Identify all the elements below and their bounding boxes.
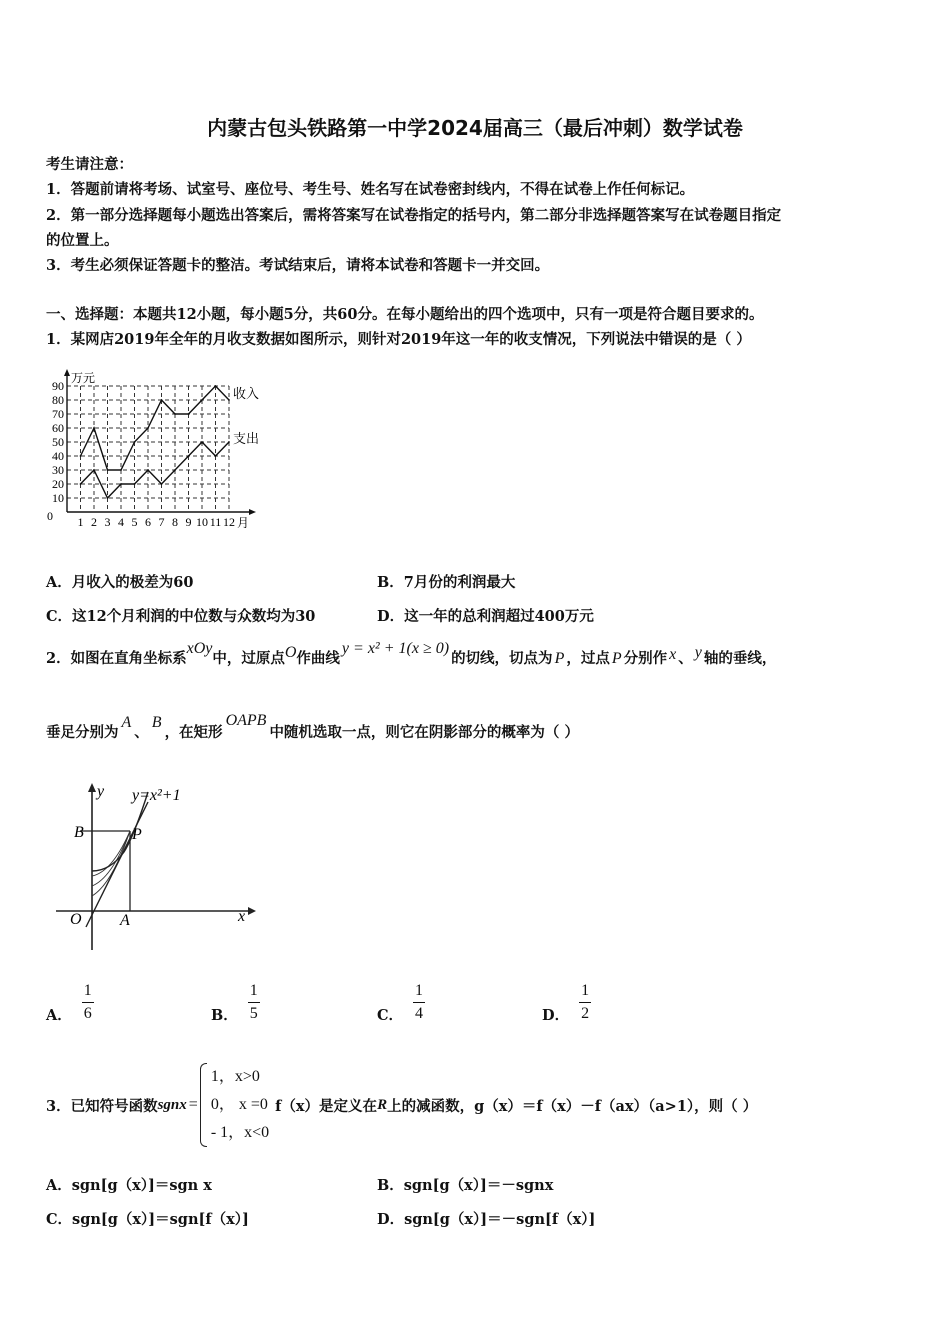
q3-brace [200,1063,207,1147]
q2-option-b-label: B． [211,1007,238,1024]
series-point [107,469,109,471]
q3-stem [46,1062,757,1148]
q2-text-g: 、 [678,650,693,667]
q2-option-c-num: 1 [413,982,425,1003]
q1-option-b[interactable]: B．7月份的利润最大 [377,574,516,591]
q2-point-p2: P [611,650,622,667]
x-tick-label: 6 [145,515,151,529]
x-tick-label: 12 [223,515,235,529]
income-expense-chart [40,362,300,552]
series-point [174,469,176,471]
q1-stem: 1．某网店2019年全年的月收支数据如图所示，则针对2019年这一年的收支情况，下列说法中错误的是（ ） [46,331,751,348]
x-axis-arrow [248,907,256,915]
q2-option-a-den: 6 [83,1005,92,1022]
page-title: 内蒙古包头铁路第一中学2024届高三（最后冲刺）数学试卷 [207,116,743,140]
q3-text-g: g（x）＝f（x）－f（ax）（a>1），则（ ） [474,1097,758,1115]
chart-y-arrow [64,369,70,376]
notice-item-1: 1．答题前请将考场、试室号、座位号、考生号、姓名写在试卷密封线内，不得在试卷上作任何标记。 [46,181,695,198]
q2-text-d: 的切线，切点为 [451,650,553,667]
notice-item-2: 2．第一部分选择题每小题选出答案后，需将答案写在试卷指定的括号内，第二部分非选择题答案写在试卷题目指定 [46,207,782,224]
label-y: y [97,783,105,800]
x-tick-label: 8 [172,515,178,529]
series-point [147,469,149,471]
y-tick-label: 90 [52,379,64,393]
y-tick-label: 40 [52,449,64,463]
series-point [215,385,217,387]
y-tick-label: 60 [52,421,64,435]
series-point [120,483,122,485]
q3-text-c: 上的减函数， [387,1097,475,1115]
notice-item-3: 3．考生必须保证答题卡的整洁。考试结束后，请将本试卷和答题卡一并交回。 [46,257,550,274]
series-point [147,427,149,429]
q2-option-d-den: 2 [581,1005,590,1022]
series-label: 支出 [233,431,260,446]
chart-grid [67,386,229,512]
q1-option-c[interactable]: C．这12个月利润的中位数与众数均为30 [46,608,316,625]
series-point [80,483,82,485]
y-tick-label: 50 [52,435,64,449]
q2-option-a-label: A． [46,1007,72,1024]
q2-rectangle: OAPB [225,712,267,729]
x-tick-label: 4 [118,515,124,529]
q2-foot-a: A [121,714,132,731]
q3-case-3: - 1，x<0 [210,1124,270,1141]
series-point [134,441,136,443]
x-tick-label: 5 [131,515,138,529]
label-x: x [238,908,246,925]
y-tick-label: 70 [52,407,64,421]
q3-text-b: f（x）是定义在 [275,1097,378,1115]
q2-option-b[interactable] [211,980,260,1025]
x-axis-unit: 月 [237,516,250,530]
q2-option-b-num: 1 [248,982,260,1003]
q2-option-b-fraction [248,982,260,1023]
q3-case-2: 0， x =0 [210,1096,268,1113]
notice-item-2-cont: 的位置上。 [46,232,119,249]
q2-text-b: 中，过原点 [212,650,285,667]
q2-text-c: 作曲线 [296,650,340,667]
q2-text-j: 、 [134,724,149,741]
x-tick-label: 1 [77,515,84,529]
series-point [107,497,109,499]
q2-text-f: 分别作 [623,650,668,667]
x-tick-label: 2 [91,515,97,529]
label-o: O [70,911,82,928]
q2-option-c[interactable] [377,980,425,1025]
series-point [228,399,230,401]
q3-option-a[interactable]: A．sgn[g（x）]＝sgn x [46,1177,212,1194]
tangent-line [86,802,148,927]
y-tick-label: 20 [52,477,64,491]
y-tick-label: 0 [47,509,53,523]
q2-text-a: 2．如图在直角坐标系 [46,650,187,667]
x-tick-label: 10 [196,515,208,529]
series-point [93,427,95,429]
q3-option-d[interactable]: D．sgn[g（x）]＝－sgn[f（x）] [377,1211,596,1228]
series-label: 收入 [233,386,260,401]
q2-option-b-den: 5 [249,1005,258,1022]
y-axis-unit: 万元 [71,371,96,385]
q2-option-a[interactable] [46,980,94,1025]
q2-foot-b: B [151,714,162,731]
series-point [188,455,190,457]
y-tick-label: 30 [52,463,64,477]
q1-option-a[interactable]: A．月收入的极差为60 [46,574,194,591]
q2-axis-y: y [694,644,702,661]
q2-text-k: ，在矩形 [164,724,223,741]
q3-case-1: 1，x>0 [210,1068,260,1085]
x-tick-label: 9 [185,515,192,529]
label-p: P [132,826,142,843]
notice-heading: 考生请注意： [46,156,133,173]
q2-option-a-fraction [82,982,94,1023]
q2-point-p: P [554,650,565,667]
series-point [161,399,163,401]
q2-option-d-fraction [579,982,591,1023]
q3-piecewise [200,1063,269,1147]
q1-option-d[interactable]: D．这一年的总利润超过400万元 [377,608,594,625]
series-point [120,469,122,471]
series-point [174,413,176,415]
y-tick-label: 10 [52,491,64,505]
series-point [93,469,95,471]
q3-set-r: R [377,1096,388,1113]
series-point [201,441,203,443]
q3-option-c[interactable]: C．sgn[g（x）]＝sgn[f（x）] [46,1211,249,1228]
section-heading: 一、选择题：本题共12小题，每小题5分，共60分。在每小题给出的四个选项中，只有一项是符合题目要求的。 [46,306,764,323]
q2-text-e: ，过点 [566,650,610,667]
q2-option-d-num: 1 [579,982,591,1003]
y-axis-arrow [88,783,96,792]
tangent-figure [52,778,262,953]
q2-xoy: xOy [186,640,213,657]
x-tick-label: 3 [104,515,111,529]
series-point [80,455,82,457]
q2-axis-x: x [669,646,677,663]
label-a: A [120,912,130,929]
series-point [215,455,217,457]
series-point [201,399,203,401]
q3-cases [211,1063,269,1147]
q2-option-c-label: C． [377,1007,404,1024]
x-tick-label: 7 [158,515,165,529]
q2-text-l: 中随机选取一点，则它在阴影部分的概率为（ ） [269,724,579,741]
q2-option-d-label: D． [542,1007,570,1024]
curve-label: y=x²+1 [132,787,181,804]
x-tick-label: 11 [209,515,222,529]
q2-text-i: 垂足分别为 [46,724,119,741]
y-tick-label: 80 [52,393,64,407]
q2-text-h: 轴的垂线， [703,650,777,667]
shaded-region [92,831,130,896]
chart-x-arrow [249,509,256,515]
series-point [134,483,136,485]
q3-equals: = [188,1096,198,1113]
series-point [228,441,230,443]
q3-text-a: 3．已知符号函数 [46,1097,158,1115]
q3-option-b[interactable]: B．sgn[g（x）]＝－sgnx [377,1177,554,1194]
chart-labels [47,371,259,530]
q2-stem-line2 [46,712,579,750]
q3-sgnx: sgnx [157,1096,187,1113]
series-point [188,413,190,415]
q2-origin: O [284,644,297,661]
label-b: B [74,824,84,841]
q2-option-a-num: 1 [82,982,94,1003]
series-point [161,483,163,485]
q2-stem-line1 [46,642,776,676]
q2-option-c-fraction [413,982,425,1023]
q2-curve: y = x² + 1(x ≥ 0) [341,640,450,657]
q2-option-d[interactable] [542,980,591,1025]
q2-option-c-den: 4 [415,1005,424,1022]
